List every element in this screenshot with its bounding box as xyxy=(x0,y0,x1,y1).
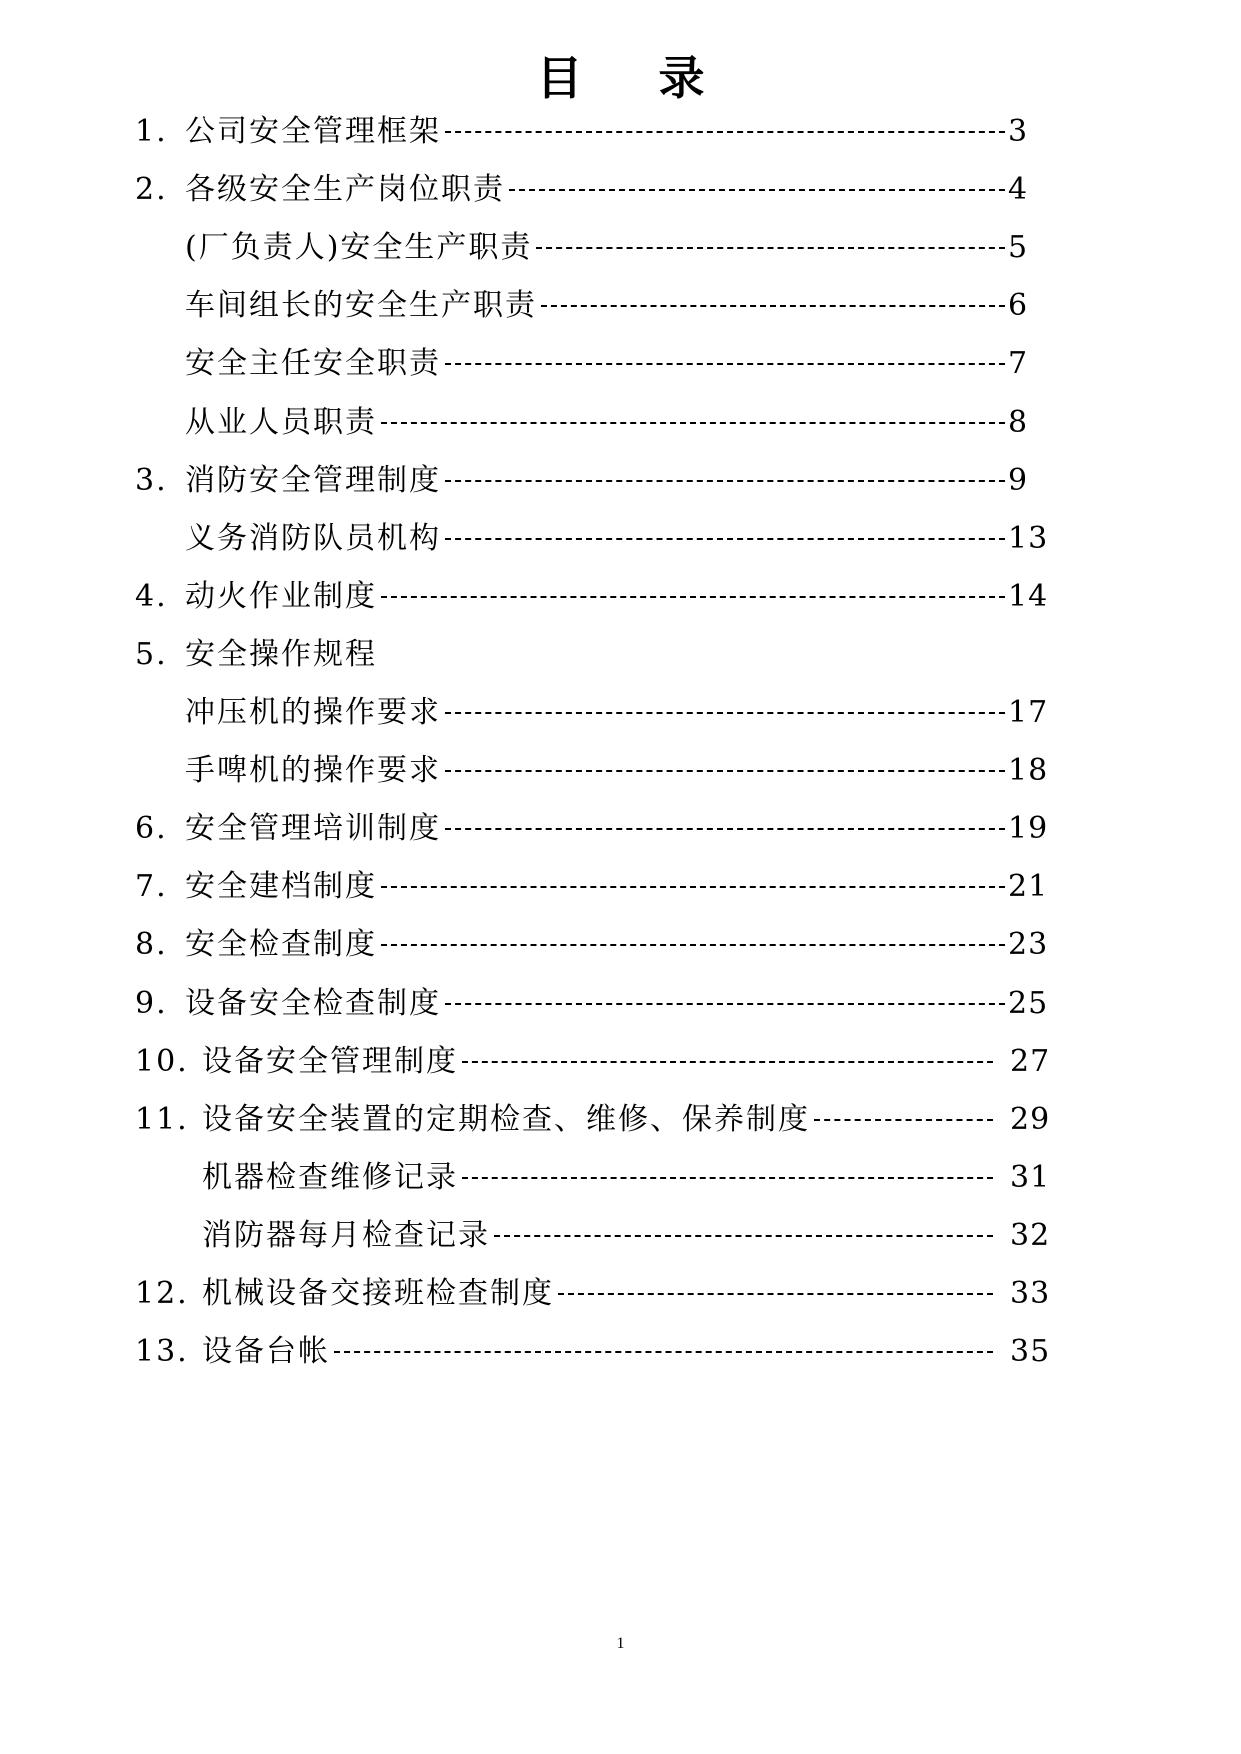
toc-entry-page: 31 xyxy=(1010,1159,1051,1195)
toc-entry xyxy=(135,1042,1091,1082)
toc-entry-title: 设备安全检查制度 xyxy=(185,985,441,1021)
toc-leader-dashes xyxy=(445,344,1005,384)
toc-entry-number: 2. xyxy=(135,172,168,208)
toc-leader-dashes xyxy=(381,867,1005,907)
toc-leader-dashes xyxy=(445,461,1005,501)
toc-entry-page: 7 xyxy=(1008,346,1029,382)
toc-entry-number: 3. xyxy=(135,462,168,498)
toc-entry-page: 5 xyxy=(1008,230,1029,266)
toc-leader-dashes xyxy=(445,751,1005,791)
toc-entry xyxy=(135,693,1091,733)
toc-entry-page: 19 xyxy=(1008,811,1049,847)
toc-entry-page: 4 xyxy=(1008,172,1029,208)
toc-entry xyxy=(135,751,1091,791)
toc-entry-title: 安全操作规程 xyxy=(185,636,377,672)
toc-entry xyxy=(135,1274,1091,1314)
toc-entry-title: 冲压机的操作要求 xyxy=(185,695,441,730)
toc-leader-dashes xyxy=(381,925,1005,965)
toc-entry-number: 4. xyxy=(135,578,168,614)
toc-entry xyxy=(135,1100,1091,1140)
toc-entry-page: 17 xyxy=(1008,695,1049,730)
toc-leader-dashes xyxy=(334,1332,993,1372)
toc-entry-page: 18 xyxy=(1008,753,1049,789)
toc-entry xyxy=(135,461,1091,501)
toc-entry-title: 设备安全管理制度 xyxy=(202,1043,458,1079)
toc-leader-dashes xyxy=(445,519,1005,559)
toc-entry-title: 车间组长的安全生产职责 xyxy=(185,288,537,324)
toc-entry-title: 机械设备交接班检查制度 xyxy=(202,1276,554,1311)
toc-entry-number: 1. xyxy=(135,114,168,149)
toc-entry-number: 7. xyxy=(135,869,168,905)
toc-entry-title: 动火作业制度 xyxy=(185,578,377,614)
toc-entry-page: 8 xyxy=(1008,404,1029,440)
toc-entry-number: 9. xyxy=(135,985,168,1021)
toc-leader-dashes xyxy=(445,693,1005,733)
toc-leader-dashes xyxy=(462,1158,993,1198)
toc-entry-title: 机器检查维修记录 xyxy=(202,1159,458,1195)
toc-entry-page: 32 xyxy=(1010,1217,1051,1253)
toc-entry xyxy=(135,809,1091,849)
toc-leader-dashes xyxy=(462,1042,993,1082)
toc-leader-dashes xyxy=(558,1274,993,1314)
toc-entry-title: 安全管理培训制度 xyxy=(185,811,441,847)
footer-page-number: 1 xyxy=(616,1635,625,1652)
toc-entry xyxy=(135,635,1091,675)
toc-entry xyxy=(135,170,1091,210)
toc-entry xyxy=(135,228,1091,268)
toc-entry-title: 消防安全管理制度 xyxy=(185,462,441,498)
toc-entry xyxy=(135,286,1091,326)
toc-entry-number: 8. xyxy=(135,927,168,963)
toc-entry-title: 安全检查制度 xyxy=(185,927,377,963)
toc-entry-title: 安全主任安全职责 xyxy=(185,346,441,382)
toc-leader-dashes xyxy=(445,809,1005,849)
toc-leader-dashes xyxy=(541,286,1005,326)
toc-leader-dashes xyxy=(814,1100,993,1140)
toc-entry-page: 21 xyxy=(1008,869,1049,905)
toc-leader-dashes xyxy=(445,112,1005,152)
page-title: 目 录 xyxy=(536,51,735,105)
toc-entry xyxy=(135,403,1091,443)
toc-leader-dashes xyxy=(445,984,1005,1024)
toc-entry xyxy=(135,577,1091,617)
toc-entry xyxy=(135,1158,1091,1198)
toc-entry-number: 5. xyxy=(135,636,168,672)
toc-entry-page: 29 xyxy=(1010,1101,1051,1137)
toc-entry xyxy=(135,984,1091,1024)
toc-entry-page: 9 xyxy=(1008,462,1029,498)
toc-entry-number: 13. xyxy=(135,1334,189,1370)
toc-entry-title: 安全建档制度 xyxy=(185,869,377,905)
toc-entry xyxy=(135,344,1091,384)
toc-entry-title: 公司安全管理框架 xyxy=(185,114,441,149)
toc-entry-number: 10. xyxy=(135,1043,189,1079)
toc-entry-number: 11. xyxy=(135,1101,189,1137)
toc-entry-title: 义务消防队员机构 xyxy=(185,520,441,556)
toc-leader-dashes xyxy=(381,577,1005,617)
toc-entry-page: 23 xyxy=(1008,927,1049,963)
toc-entry xyxy=(135,1332,1091,1372)
toc-entry-page: 13 xyxy=(1008,520,1049,556)
toc-entry-page: 6 xyxy=(1008,288,1029,324)
toc-entry-number: 6. xyxy=(135,811,168,847)
toc-entry-page: 25 xyxy=(1008,985,1049,1021)
toc-entry xyxy=(135,112,1091,152)
toc-entry-title: 消防器每月检查记录 xyxy=(202,1217,490,1253)
toc-entry-title: 手啤机的操作要求 xyxy=(185,753,441,789)
toc-entry-title: (厂负责人)安全生产职责 xyxy=(185,230,533,266)
toc-entry-page: 27 xyxy=(1010,1043,1051,1079)
toc-leader-dashes xyxy=(509,170,1005,210)
toc-entry xyxy=(135,925,1091,965)
toc-entry xyxy=(135,519,1091,559)
toc-entry-page: 33 xyxy=(1010,1276,1051,1311)
toc-entry xyxy=(135,1216,1091,1256)
toc-entry-title: 从业人员职责 xyxy=(185,404,377,440)
toc-entry-number: 12. xyxy=(135,1276,189,1311)
toc-leader-dashes xyxy=(381,403,1005,443)
toc-entry-title: 设备台帐 xyxy=(202,1334,330,1370)
toc-entry-page: 3 xyxy=(1008,114,1029,149)
toc-entry-title: 设备安全装置的定期检查、维修、保养制度 xyxy=(202,1101,810,1137)
toc-entry xyxy=(135,867,1091,907)
toc-entry-title: 各级安全生产岗位职责 xyxy=(185,172,505,208)
toc-leader-dashes xyxy=(536,228,1005,268)
toc-entry-page: 14 xyxy=(1008,578,1049,614)
toc-entry-page: 35 xyxy=(1010,1334,1051,1370)
toc-leader-dashes xyxy=(494,1216,993,1256)
